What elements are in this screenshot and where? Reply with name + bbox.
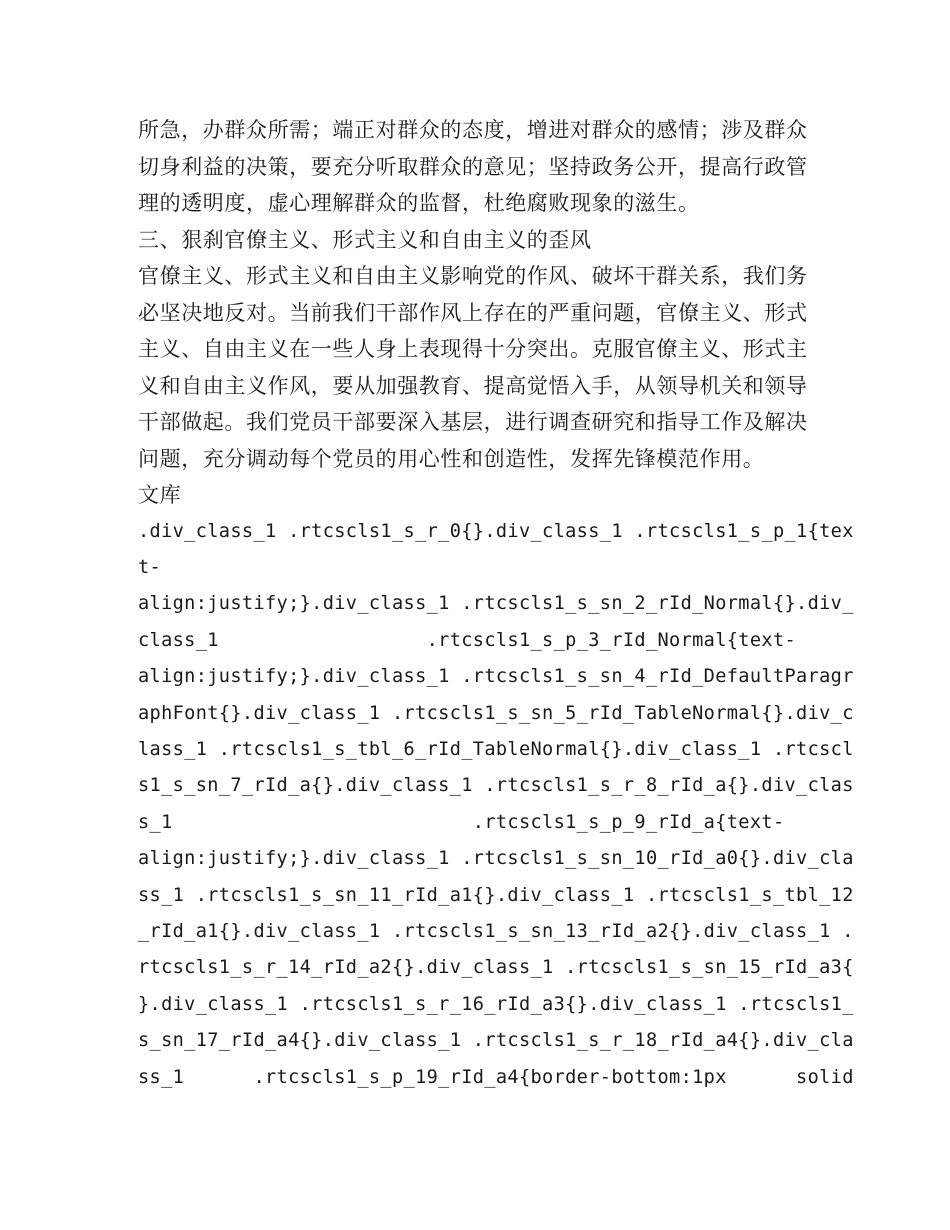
label-wenku: 文库: [138, 483, 182, 507]
code-line: lass_1 .rtcscls1_s_tbl_6_rId_TableNormal{}.div_class_1 .rtcscl: [138, 738, 854, 760]
code-line: ss_1 .rtcscls1_s_sn_11_rId_a1{}.div_class_1 .rtcscls1_s_tbl_12: [138, 884, 854, 906]
code-line: _rId_a1{}.div_class_1 .rtcscls1_s_sn_13_rId_a2{}.div_class_1 .: [138, 920, 854, 942]
code-line: }.div_class_1 .rtcscls1_s_r_16_rId_a3{}.div_class_1 .rtcscls1_: [138, 993, 854, 1015]
code-line: .div_class_1 .rtcscls1_s_r_0{}.div_class_1 .rtcscls1_s_p_1{tex: [138, 520, 854, 542]
code-line: align:justify;}.div_class_1 .rtcscls1_s_sn_10_rId_a0{}.div_cla: [138, 848, 854, 870]
paragraph-body: [138, 258, 814, 477]
code-line: s_1 .rtcscls1_s_p_9_rId_a{text-: [138, 811, 785, 833]
text-line: 必坚决地反对。当前我们干部作风上存在的严重问题，官僚主义、形式: [138, 300, 808, 325]
text-line: 切身利益的决策，要充分听取群众的意见；坚持政务公开，提高行政管: [138, 154, 808, 179]
code-line: ss_1 .rtcscls1_s_p_19_rId_a4{border-bottom:1px solid: [138, 1066, 854, 1088]
text-line: 所急，办群众所需；端正对群众的态度，增进对群众的感情；涉及群众: [138, 118, 808, 142]
paragraph-continuation: [138, 112, 814, 222]
text-line: 官僚主义、形式主义和自由主义影响党的作风、破坏干群关系，我们务: [138, 264, 808, 288]
css-code-block: [138, 514, 854, 1097]
text-line: 问题，充分调动每个党员的用心性和创造性，发挥先锋模范作用。: [138, 446, 765, 471]
text-line: 干部做起。我们党员干部要深入基层，进行调查研究和指导工作及解决: [138, 410, 808, 434]
text-line: 主义、自由主义在一些人身上表现得十分突出。克服官僚主义、形式主: [138, 337, 808, 361]
code-line: align:justify;}.div_class_1 .rtcscls1_s_sn_4_rId_DefaultParagr: [138, 666, 854, 688]
code-line: align:justify;}.div_class_1 .rtcscls1_s_sn_2_rId_Normal{}.div_: [138, 593, 854, 615]
code-line: s1_s_sn_7_rId_a{}.div_class_1 .rtcscls1_s_r_8_rId_a{}.div_clas: [138, 775, 854, 797]
text-line: 理的透明度，虚心理解群众的监督，杜绝腐败现象的滋生。: [138, 191, 700, 215]
code-line: t-: [138, 556, 162, 578]
section-heading: 三、狠刹官僚主义、形式主义和自由主义的歪风: [138, 227, 592, 252]
text-line: 义和自由主义作风，要从加强教育、提高觉悟入手，从领导机关和领导: [138, 373, 808, 398]
code-line: rtcscls1_s_r_14_rId_a2{}.div_class_1 .rtcscls1_s_sn_15_rId_a3{: [138, 957, 854, 979]
document-page: [138, 112, 854, 1096]
code-line: class_1 .rtcscls1_s_p_3_rId_Normal{text-: [138, 629, 797, 651]
code-line: aphFont{}.div_class_1 .rtcscls1_s_sn_5_rId_TableNormal{}.div_c: [138, 702, 854, 724]
code-line: s_sn_17_rId_a4{}.div_class_1 .rtcscls1_s_r_18_rId_a4{}.div_cla: [138, 1030, 854, 1052]
